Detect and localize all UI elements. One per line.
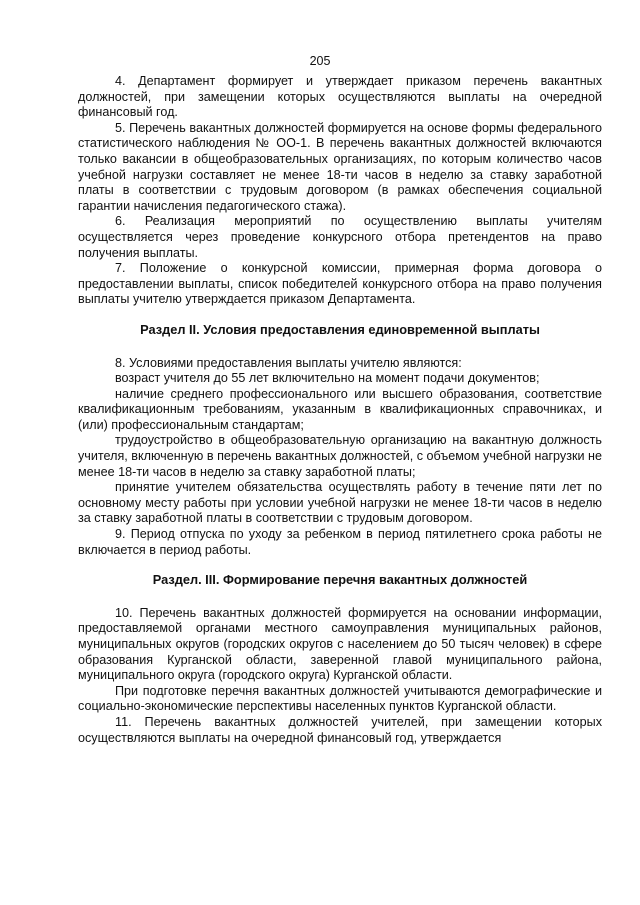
condition-employment: трудоустройство в общеобразовательную организацию на вакантную должность учителя, включенную в перечень вакантных должностей, с объемом учебной нагрузки не менее 18-ти часов в неделю за ставку заработной платы;	[78, 433, 602, 479]
paragraph-item-9: 9. Период отпуска по уходу за ребенком в период пятилетнего срока работы не включается в период работы.	[78, 527, 602, 557]
paragraph-item-10: 10. Перечень вакантных должностей формируется на основании информации, предоставляемой органами местного самоуправления муниципальных районов, муниципальных округов (городских округов с населением до 50 тысяч человек) в сфере образования Курганской области, заверенной главой муниципального района, муниципального округа (городского округа) Курганской области.	[78, 605, 602, 683]
condition-obligation: принятие учителем обязательства осуществлять работу в течение пяти лет по основному месту работы при условии учебной нагрузки не менее 18-ти часов в неделю за ставку заработной платы в соответствии с трудовым договором.	[78, 480, 602, 526]
section-2-heading: Раздел II. Условия предоставления единовременной выплаты	[140, 321, 540, 337]
paragraph-item-4: 4. Департамент формирует и утверждает приказом перечень вакантных должностей, при замещении которых осуществляются выплаты на очередной финансовый год.	[78, 74, 602, 120]
paragraph-item-8: 8. Условиями предоставления выплаты учителю являются:	[115, 355, 462, 370]
paragraph-preparation: При подготовке перечня вакантных должностей учитываются демографические и социально-экономические перспективы населенных пунктов Курганской области.	[78, 683, 602, 714]
condition-education: наличие среднего профессионального или высшего образования, соответствие квалификационным требованиям, указанным в квалификационных справочниках, и (или) профессиональным стандартам;	[78, 386, 602, 432]
paragraph-item-7: 7. Положение о конкурсной комиссии, примерная форма договора о предоставлении выплаты, список победителей конкурсного отбора на право получения выплаты учителю утверждается приказом Департамента.	[78, 261, 602, 307]
paragraph-item-5: 5. Перечень вакантных должностей формируется на основе формы федерального статистического наблюдения № ОО-1. В перечень вакантных должностей включаются только вакансии в общеобразовательных организациях, по которым количество часов учебной нагрузки составляет не менее 18-ти часов в неделю за ставку заработной платы в соответствии с трудовым договором (в рамках обеспечения социальной гарантии начисления педагогического стажа).	[78, 120, 602, 213]
condition-age: возраст учителя до 55 лет включительно на момент подачи документов;	[115, 371, 540, 386]
page-number: 205	[309, 54, 331, 68]
paragraph-item-11: 11. Перечень вакантных должностей учителей, при замещении которых осуществляются выплаты на очередной финансовый год, утверждается	[78, 714, 602, 745]
document-body	[78, 74, 602, 746]
section-3-heading: Раздел. III. Формирование перечня вакантных должностей	[152, 572, 528, 588]
paragraph-item-6: 6. Реализация мероприятий по осуществлению выплаты учителям осуществляется через проведение конкурсного отбора претендентов на право получения выплаты.	[78, 214, 602, 260]
